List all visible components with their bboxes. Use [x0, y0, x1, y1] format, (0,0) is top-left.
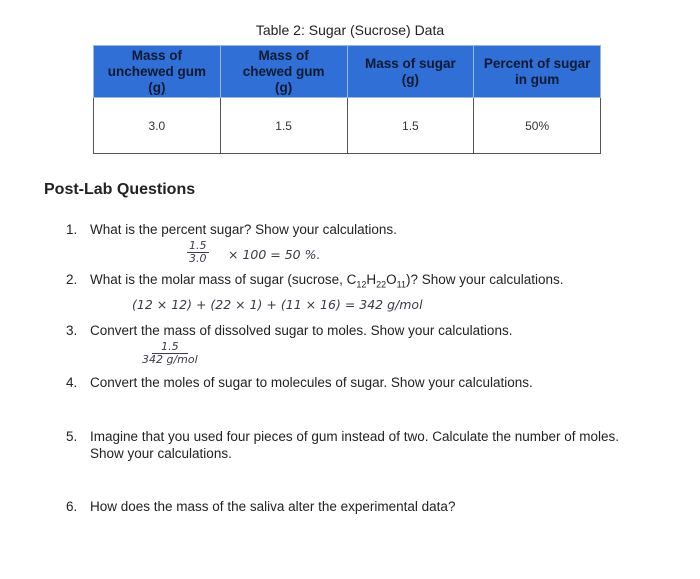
section-title: Post-Lab Questions	[44, 181, 196, 198]
table-row	[94, 98, 601, 154]
header-unchewed-mass: Mass of unchewed gum (g)	[94, 46, 221, 98]
header-sugar-mass: Mass of sugar (g)	[347, 46, 474, 98]
answer-3-fraction: 1.5 342 g/mol	[142, 340, 198, 366]
answer-1-rest: × 100 = 50 %.	[228, 247, 321, 262]
question-2: 2. What is the molar mass of sugar (sucrose, $C_{12}H_{22}O_{11}$)? Show your calculations.	[66, 272, 564, 290]
cell-chewed-mass: 1.5	[220, 98, 347, 154]
answer-1-fraction: $\frac{1.5}{3.0}$	[189, 239, 207, 265]
header-chewed-mass: Mass of chewed gum (g)	[220, 46, 347, 98]
cell-sugar-mass: 1.5	[347, 98, 474, 154]
cell-unchewed-mass: 3.0	[94, 98, 221, 154]
header-percent-sugar: Percent of sugar in gum	[474, 46, 601, 98]
question-3: 3. Convert the mass of dissolved sugar to moles. Show your calculations.	[66, 323, 513, 338]
question-5: 5. Imagine that you used four pieces of gum instead of two. Calculate the number of moles. Show your calculations.	[66, 429, 620, 461]
question-4: 4. Convert the moles of sugar to molecules of sugar. Show your calculations.	[66, 375, 533, 390]
answer-2: (12 × 12) + (22 × 1) + (11 × 16) = 342 g/mol	[132, 297, 423, 312]
question-6: 6. How does the mass of the saliva alter the experimental data?	[66, 499, 456, 514]
cell-percent-sugar: 50%	[474, 98, 601, 154]
sugar-data-table	[93, 45, 601, 154]
question-1: 1. What is the percent sugar? Show your calculations.	[66, 222, 397, 237]
table-title: Table 2: Sugar (Sucrose) Data	[255, 22, 445, 38]
